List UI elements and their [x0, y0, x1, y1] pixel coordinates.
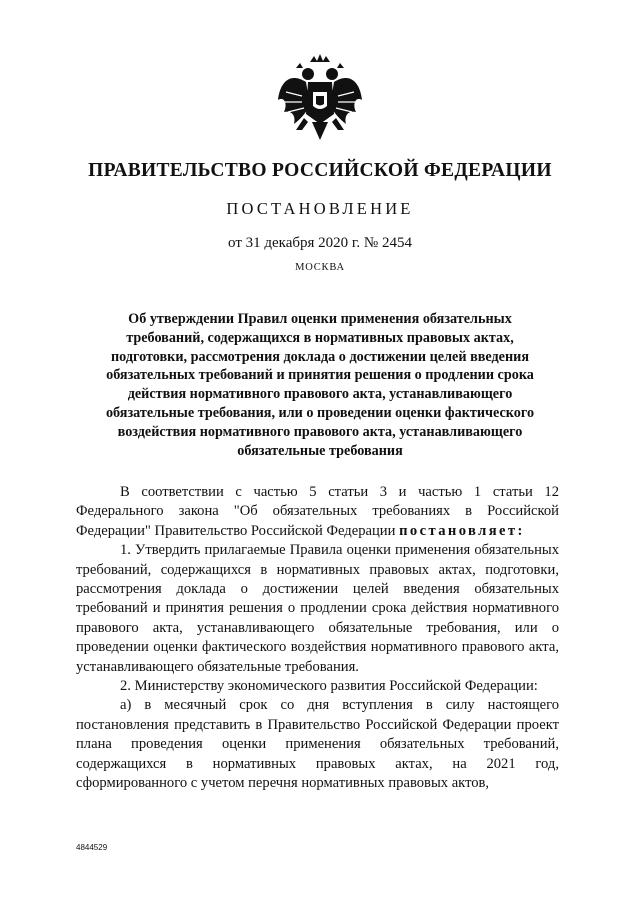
paragraph-item-2a: а) в месячный срок со дня вступления в силу настоящего постановления представить в Правительство Российской Федерации проект плана проведения оценки применения обязательных требований, содержащихся в нормативных правовых актах, на 2021 год, сформированного с учетом перечня нормативных правовых актов,	[76, 697, 559, 792]
document-date-number: от 31 декабря 2020 г. № 2454	[228, 235, 412, 251]
paragraph-preamble	[76, 483, 559, 541]
preamble-text: В соответствии с частью 5 статьи 3 и частью 1 статьи 12 Федерального закона "Об обязательных требованиях в Российской Федерации" Правительство Российской Федерации	[76, 484, 559, 539]
russian-coat-of-arms-icon	[270, 52, 370, 152]
document-heading: Об утверждении Правил оценки применения обязательных требований, содержащихся в нормативных правовых актах, подготовки, рассмотрения доклада о достижении целей введения обязательных требований и принятия решения о продлении срока действия нормативного правового акта, устанавливающего обязательные требования, или о проведении оценки фактического воздействия нормативного правового акта, устанавливающего обязательные требования	[105, 311, 535, 459]
document-type: ПОСТАНОВЛЕНИЕ	[226, 199, 414, 218]
document-code: 4844529	[76, 843, 108, 852]
coat-of-arms-emblem	[270, 52, 370, 152]
government-title: ПРАВИТЕЛЬСТВО РОССИЙСКОЙ ФЕДЕРАЦИИ	[88, 160, 552, 181]
paragraph-item-2: 2. Министерству экономического развития Российской Федерации:	[120, 678, 538, 695]
document-city: МОСКВА	[295, 262, 345, 273]
document-body	[76, 483, 559, 794]
paragraph-item-1: 1. Утвердить прилагаемые Правила оценки применения обязательных требований, содержащихся в нормативных правовых актах, подготовки, рассмотрения доклада о достижении целей введения обязательных требований и принятия решения о продлении срока действия нормативного правового акта, устанавливающего обязательные требования, или о проведении оценки фактического воздействия нормативного правового акта, устанавливающего обязательные требования.	[76, 542, 559, 675]
decree-keyword: постановляет:	[399, 522, 525, 539]
